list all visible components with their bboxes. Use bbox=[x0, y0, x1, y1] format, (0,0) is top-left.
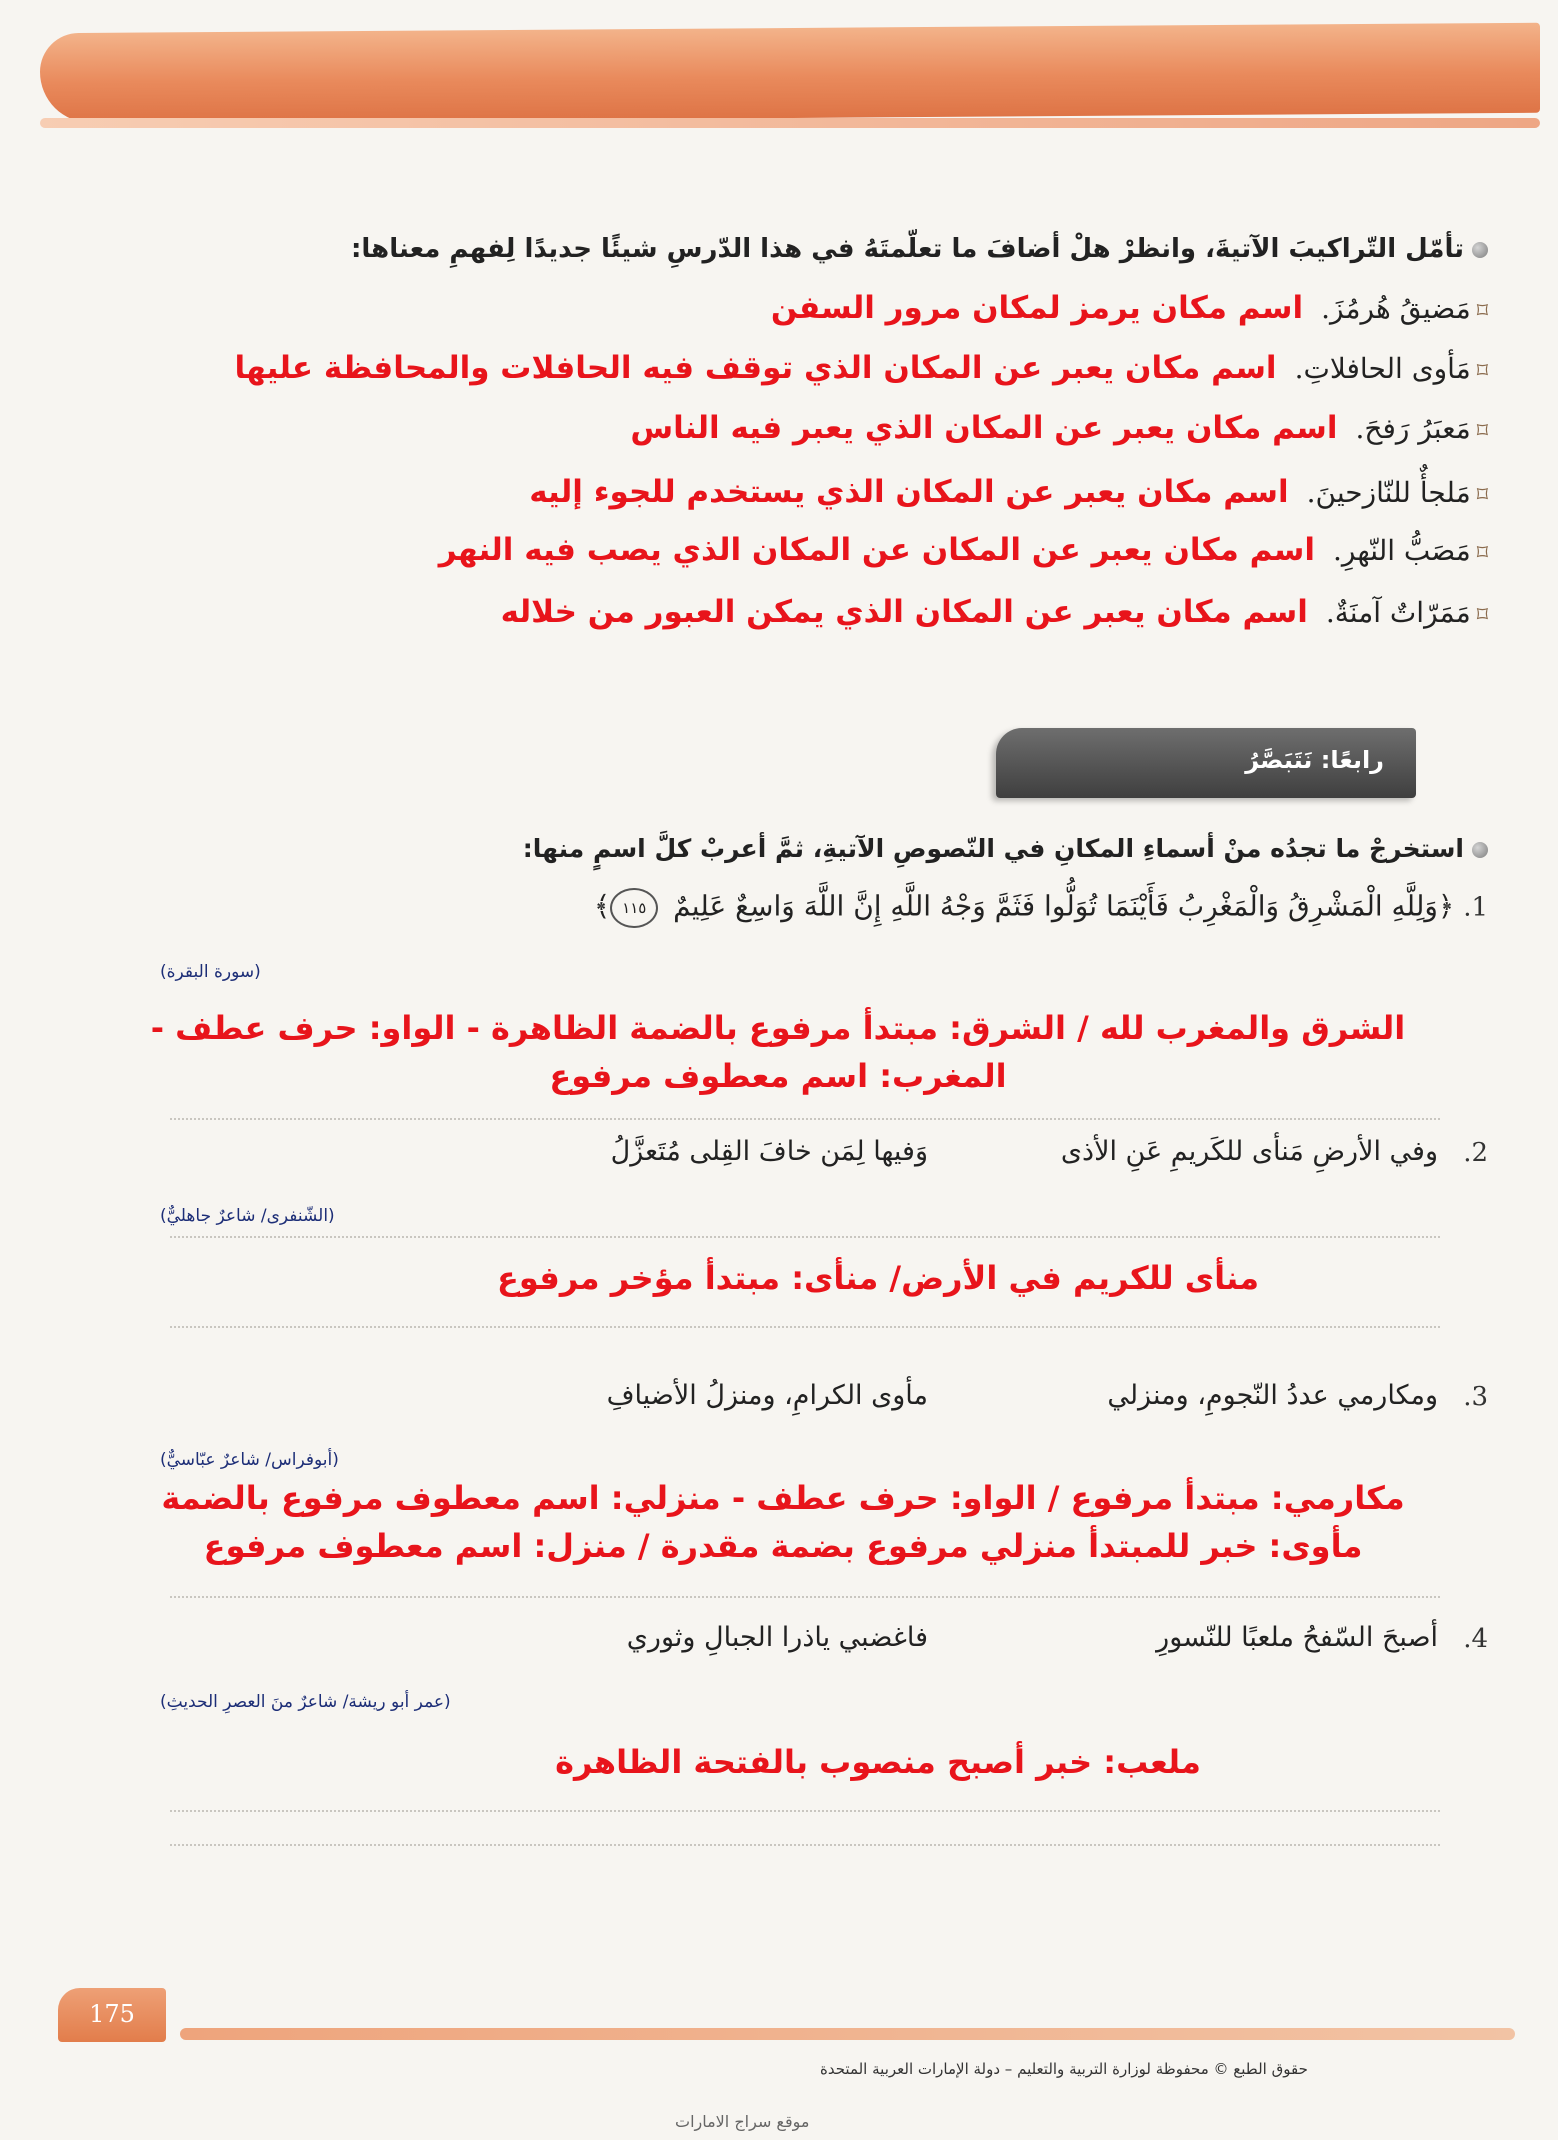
page-number: 175 bbox=[89, 2000, 135, 2028]
bullet-icon bbox=[1472, 842, 1488, 858]
composition-term: مَلجأٌ للنّازحينَ. bbox=[1306, 476, 1471, 509]
item-number: 2. bbox=[1463, 1138, 1488, 1168]
composition-item bbox=[68, 290, 1488, 326]
second-hemistich: وَفيها لِمَن خافَ القِلى مُتَعزَّلُ bbox=[610, 1136, 928, 1167]
composition-term: مَعبَرُ رَفحَ. bbox=[1355, 412, 1471, 445]
answer-line: منأى للكريم في الأرض/ منأى: مبتدأ مؤخر مرفوع bbox=[496, 1259, 1260, 1297]
footer-decoration-line bbox=[180, 2028, 1515, 2040]
composition-item bbox=[68, 474, 1488, 510]
source-citation: (عمر أبو ريشة/ شاعرٌ منَ العصرِ الحديثِ) bbox=[160, 1692, 451, 1712]
first-hemistich: أصبحَ السّفحُ ملعبًا للنّسورِ bbox=[1156, 1622, 1438, 1653]
answer-block bbox=[148, 1004, 1408, 1100]
composition-item bbox=[68, 532, 1488, 568]
item-number: 1. bbox=[1463, 892, 1488, 923]
source-citation: (الشّنفرى/ شاعرٌ جاهليٌّ) bbox=[160, 1206, 335, 1226]
dotted-line bbox=[170, 1844, 1440, 1846]
poem-verse bbox=[88, 1136, 1488, 1176]
bullet-icon: ⌑ bbox=[1476, 419, 1488, 444]
answer-line: مأوى: خبر للمبتدأ منزلي مرفوع بضمة مقدرة / منزل: اسم معطوف مرفوع bbox=[203, 1527, 1363, 1565]
quran-verse: 1. ﴿وَلِلَّهِ الْمَشْرِقُ وَالْمَغْرِبُ فَأَيْنَمَا تُوَلُّوا فَثَمَّ وَجْهُ اللَّهِ إِنَّ اللَّهَ وَاسِعٌ عَلِيمٌ ١١٥﴾ bbox=[88, 888, 1488, 928]
poem-verse bbox=[88, 1622, 1488, 1662]
bullet-icon bbox=[1472, 242, 1488, 258]
bullet-icon: ⌑ bbox=[1476, 299, 1488, 324]
composition-term: مَصَبُّ النّهرِ. bbox=[1333, 534, 1471, 567]
header-decoration-band bbox=[40, 23, 1540, 123]
section-tab-label: رابعًا: نَتَبَصَّرُ bbox=[1245, 746, 1384, 774]
composition-item bbox=[68, 410, 1488, 446]
copyright-text: حقوق الطبع © محفوظة لوزارة التربية والتعليم – دولة الإمارات العربية المتحدة bbox=[820, 2060, 1308, 2078]
first-hemistich: ومكارمي عددُ النّجومِ، ومنزلي bbox=[1107, 1380, 1438, 1411]
answer-line: مكارمي: مبتدأ مرفوع / الواو: حرف عطف - منزلي: اسم معطوف مرفوع بالضمة bbox=[161, 1479, 1405, 1517]
composition-term: مَأوى الحافلاتِ. bbox=[1294, 352, 1471, 385]
answer-text: اسم مكان يعبر عن المكان الذي توقف فيه الحافلات والمحافظة عليها bbox=[234, 350, 1277, 386]
dotted-line bbox=[170, 1118, 1440, 1120]
first-hemistich: وفي الأرضِ مَنأى للكَريمِ عَنِ الأذى bbox=[1060, 1136, 1438, 1167]
dotted-line bbox=[170, 1236, 1440, 1238]
ayah-number-icon: ١١٥ bbox=[610, 888, 658, 928]
section2-instruction: استخرجْ ما تجدُه منْ أسماءِ المكانِ في النّصوصِ الآتيةِ، ثمَّ أعربْ كلَّ اسمٍ منها: bbox=[88, 834, 1488, 863]
page-number-badge bbox=[58, 1988, 166, 2042]
dotted-line bbox=[170, 1326, 1440, 1328]
bullet-icon: ⌑ bbox=[1476, 603, 1488, 628]
answer-text: اسم مكان يعبر عن المكان الذي يمكن العبور من خلاله bbox=[500, 594, 1308, 630]
header-decoration-strip bbox=[40, 118, 1540, 128]
answer-block bbox=[348, 1254, 1408, 1302]
source-citation: (سورة البقرة) bbox=[160, 962, 261, 982]
answer-block bbox=[158, 1474, 1408, 1570]
answer-text: اسم مكان يرمز لمكان مرور السفن bbox=[770, 290, 1304, 326]
second-hemistich: فاغضبي ياذرا الجبالِ وثوري bbox=[626, 1622, 928, 1653]
dotted-line bbox=[170, 1810, 1440, 1812]
poem-verse bbox=[88, 1380, 1488, 1420]
section1-instruction: تأمّل التّراكيبَ الآتيةَ، وانظرْ هلْ أضافَ ما تعلّمتَهُ في هذا الدّرسِ شيئًا جديدًا لِفهمِ معناها: bbox=[88, 234, 1488, 264]
site-credit: موقع سراج الامارات bbox=[675, 2112, 810, 2131]
second-hemistich: مأوى الكرامِ، ومنزلُ الأضيافِ bbox=[606, 1380, 928, 1411]
bullet-icon: ⌑ bbox=[1476, 359, 1488, 384]
answer-line: الشرق والمغرب لله / الشرق: مبتدأ مرفوع بالضمة الظاهرة - الواو: حرف عطف - bbox=[150, 1009, 1406, 1047]
answer-text: اسم مكان يعبر عن المكان عن المكان الذي يصب فيه النهر bbox=[438, 532, 1315, 568]
dotted-line bbox=[170, 1596, 1440, 1598]
source-citation: (أبوفراس/ شاعرٌ عبّاسيٌّ) bbox=[160, 1450, 339, 1470]
answer-line: ملعب: خبر أصبح منصوب بالفتحة الظاهرة bbox=[555, 1743, 1201, 1781]
answer-text: اسم مكان يعبر عن المكان الذي يعبر فيه الناس bbox=[630, 410, 1338, 446]
composition-item bbox=[68, 594, 1488, 630]
answer-text: اسم مكان يعبر عن المكان الذي يستخدم للجوء إليه bbox=[529, 474, 1289, 510]
composition-term: مَمَرّاتٌ آمنَةٌ. bbox=[1325, 596, 1471, 629]
composition-item bbox=[68, 350, 1488, 386]
composition-term: مَضيقُ هُرمُزَ. bbox=[1321, 292, 1471, 325]
item-number: 3. bbox=[1463, 1382, 1488, 1412]
section-tab bbox=[996, 728, 1416, 798]
bullet-icon: ⌑ bbox=[1476, 483, 1488, 508]
item-number: 4. bbox=[1463, 1624, 1488, 1654]
answer-block bbox=[348, 1738, 1408, 1786]
answer-line: المغرب: اسم معطوف مرفوع bbox=[549, 1057, 1007, 1095]
bullet-icon: ⌑ bbox=[1476, 541, 1488, 566]
verse-text: ﴿وَلِلَّهِ الْمَشْرِقُ وَالْمَغْرِبُ فَأَيْنَمَا تُوَلُّوا فَثَمَّ وَجْهُ اللَّهِ إِنَّ اللَّهَ وَاسِعٌ عَلِيمٌ bbox=[673, 889, 1455, 923]
